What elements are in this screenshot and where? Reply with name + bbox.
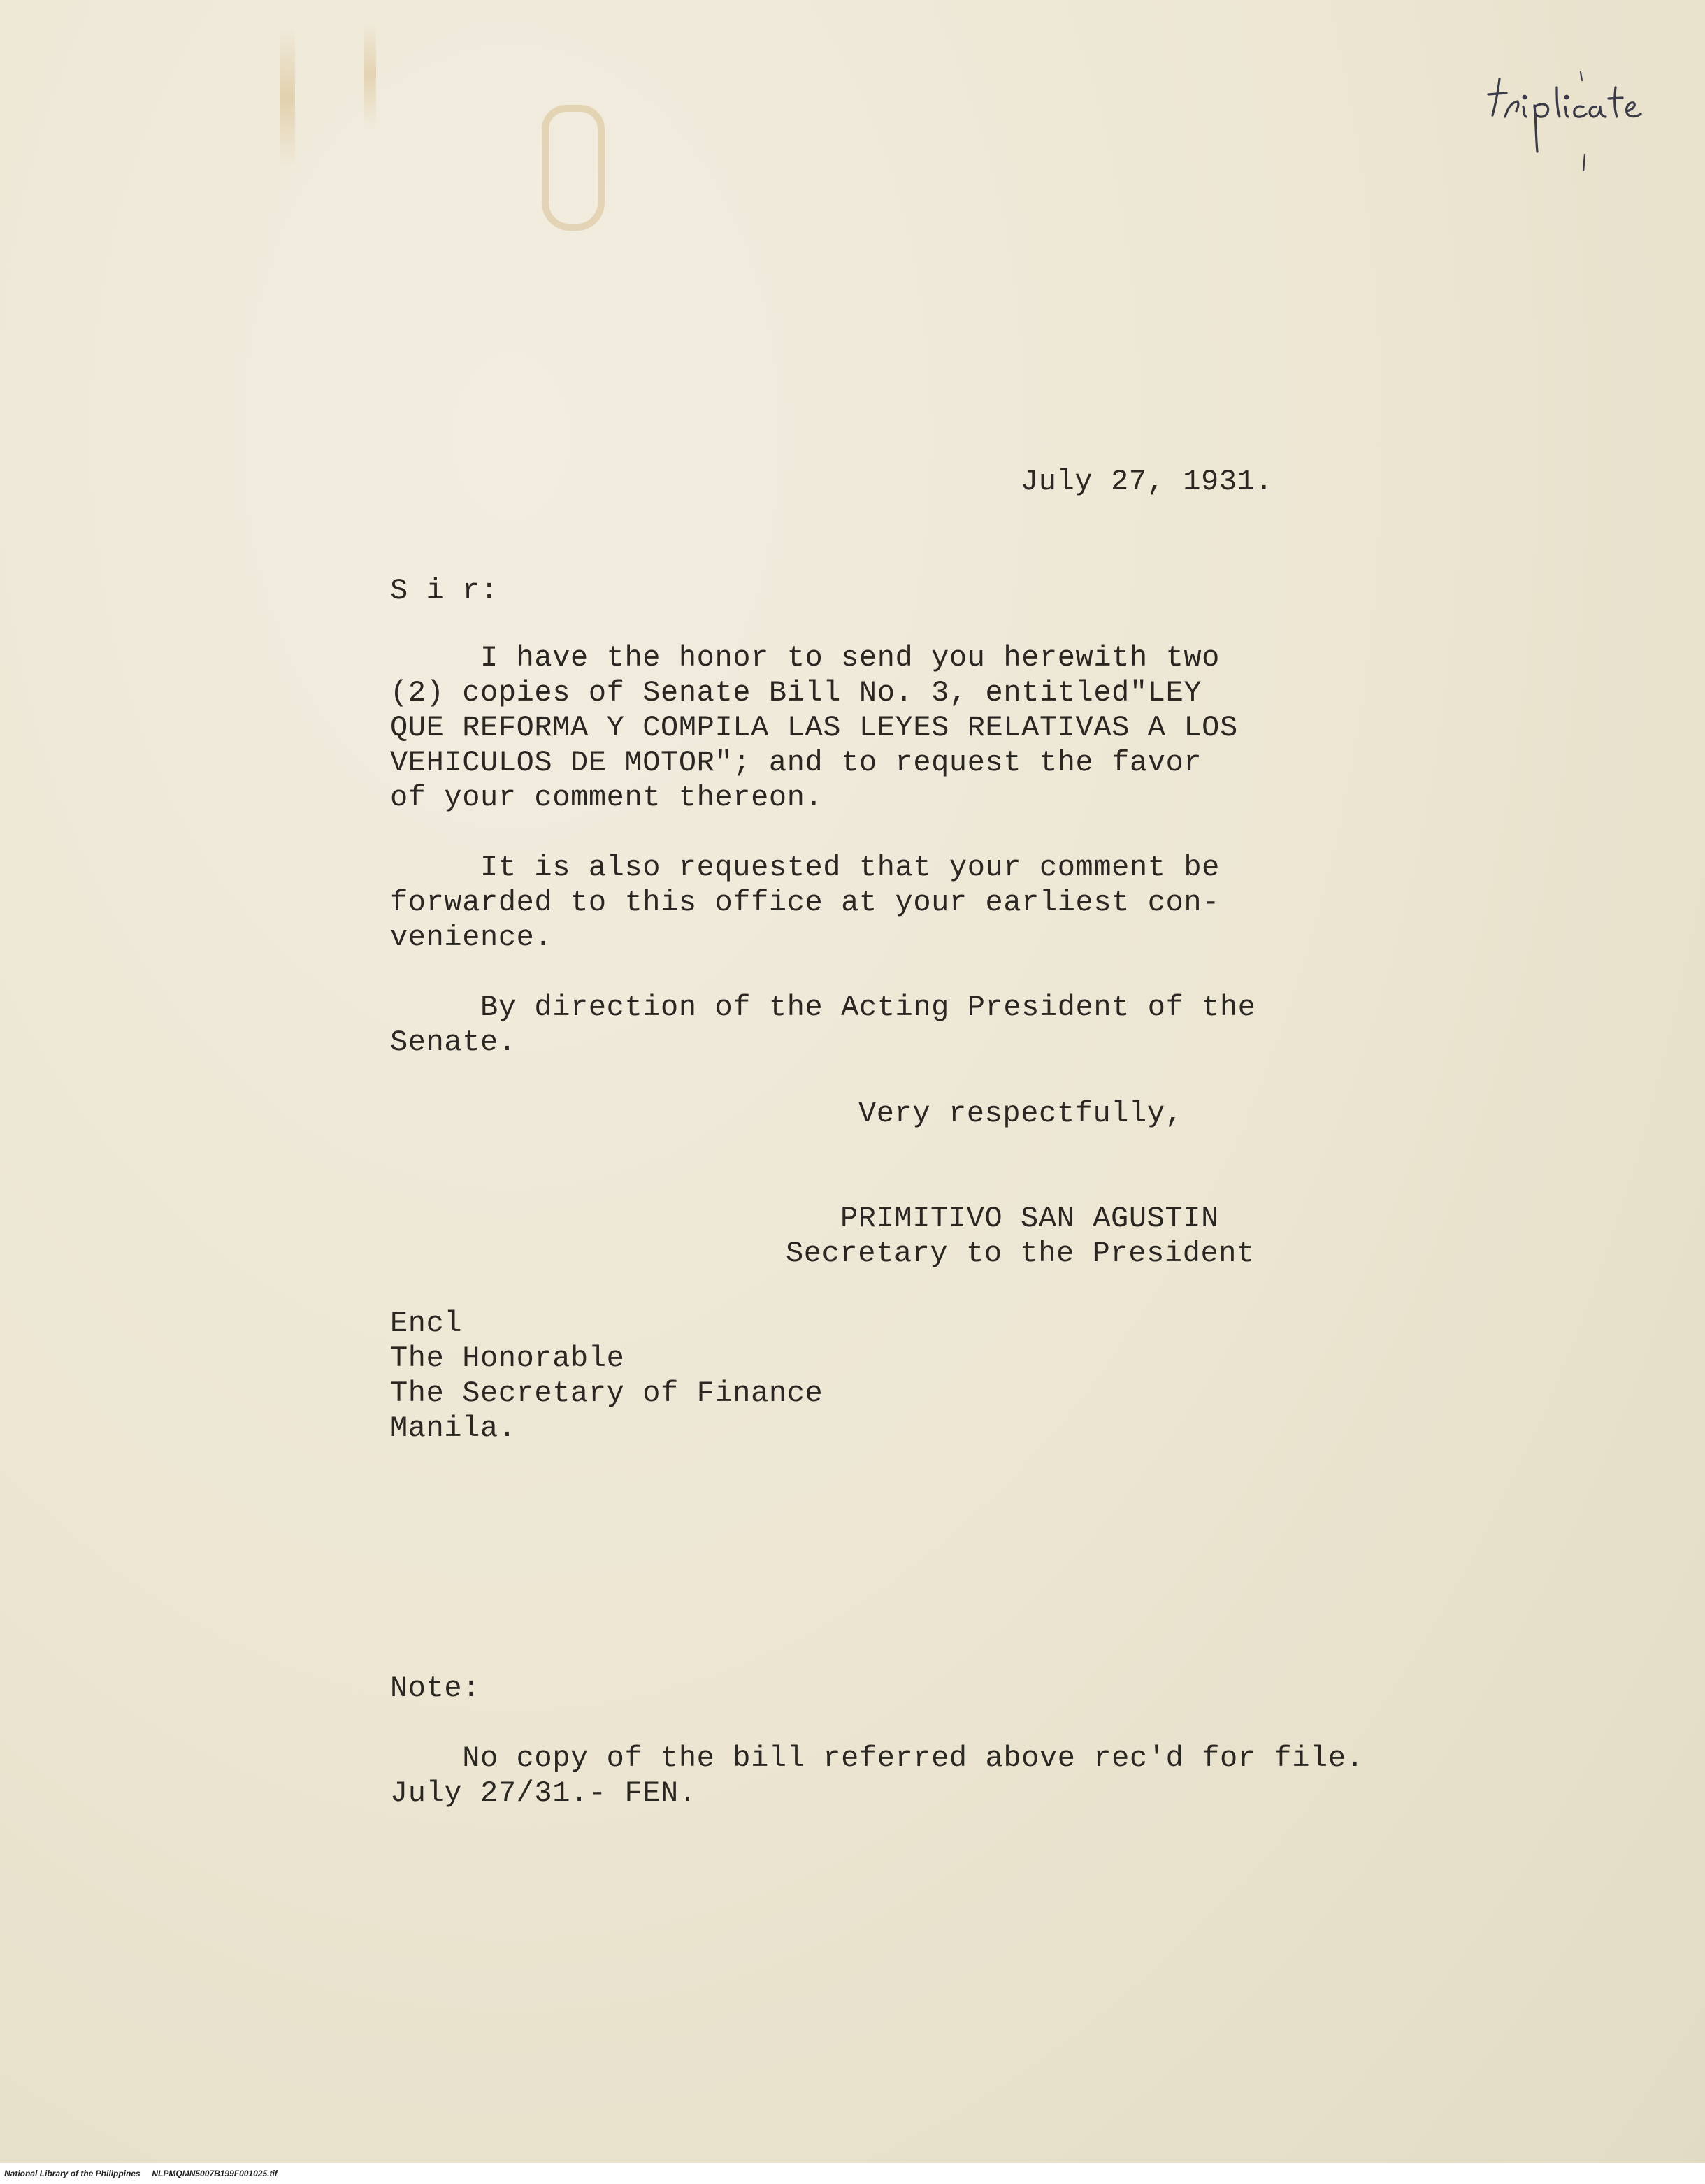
body-line: Senate. [390, 1026, 517, 1059]
body-line: QUE REFORMA Y COMPILA LAS LEYES RELATIVAS A LOS [390, 711, 1238, 745]
closing: Very respectfully, [858, 1097, 1184, 1130]
body-line: I have the honor to send you herewith two [390, 641, 1220, 675]
salutation: S i r: [390, 574, 498, 608]
footer-file-id: NLPMQMN5007B199F001025.tif [152, 2169, 278, 2178]
body-line: By direction of the Acting President of the [390, 991, 1256, 1024]
note-line: No copy of the bill referred above rec'd for file. [390, 1741, 1365, 1775]
addressee-line: The Secretary of Finance [390, 1377, 823, 1410]
body-line: VEHICULOS DE MOTOR"; and to request the favor [390, 746, 1202, 780]
note-label: Note: [390, 1672, 481, 1705]
body-line: of your comment thereon. [390, 781, 823, 814]
body-line: It is also requested that your comment be [390, 851, 1220, 884]
water-stain [280, 28, 295, 168]
body-line: forwarded to this office at your earliest con- [390, 886, 1220, 919]
archive-footer [0, 2163, 1705, 2184]
signer-name: PRIMITIVO SAN AGUSTIN [840, 1202, 1219, 1235]
enclosure-label: Encl [390, 1307, 463, 1340]
note-line: July 27/31.- FEN. [390, 1776, 697, 1810]
letter-date: July 27, 1931. [1021, 465, 1274, 498]
addressee-line: Manila. [390, 1411, 517, 1445]
body-line: venience. [390, 921, 553, 954]
footer-institution: National Library of the Philippines [4, 2169, 141, 2178]
addressee-line: The Honorable [390, 1342, 625, 1375]
water-stain [542, 105, 605, 231]
signer-title: Secretary to the President [786, 1237, 1255, 1270]
water-stain [364, 21, 376, 126]
handwritten-triplicate-note [1479, 66, 1688, 171]
body-line: (2) copies of Senate Bill No. 3, entitled"LEY [390, 676, 1202, 710]
